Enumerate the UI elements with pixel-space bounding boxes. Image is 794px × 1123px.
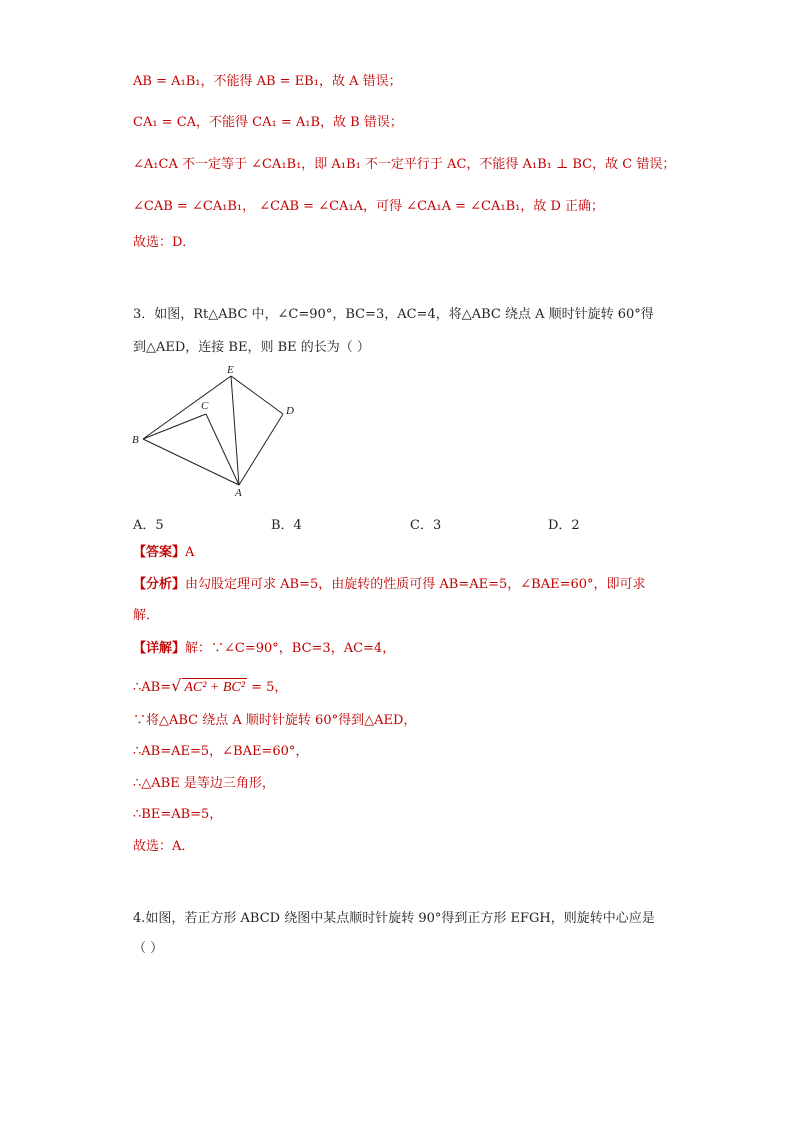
q3-figure <box>120 362 310 502</box>
segment-EA <box>231 376 239 485</box>
label-D: D <box>286 405 294 417</box>
q4-stem-line2: （ ） <box>133 941 164 956</box>
q3-detail-line5: ∴△ABE 是等边三角形， <box>133 776 275 791</box>
q3-stem-line2: 到△AED，连接 BE，则 BE 的长为（ ） <box>133 340 370 355</box>
segment-ED <box>231 376 283 414</box>
solution2-line3: ∠A₁CA 不一定等于 ∠CA₁B₁，即 A₁B₁ 不一定平行于 AC，不能得 A₁B₁ ⊥ BC，故 C 错误； <box>133 157 676 172</box>
answer-tag: 【答案】 <box>133 545 186 560</box>
q3-detail-line1 <box>133 640 395 658</box>
label-B: B <box>132 434 139 446</box>
segment-BE <box>143 376 231 439</box>
label-E: E <box>227 364 234 376</box>
q3-detail-line3: ∵将△ABC 绕点 A 顺时针旋转 60°得到△AED， <box>133 713 417 728</box>
sqrt-radicand: AC² + BC² <box>184 680 245 695</box>
detail2-prefix: ∴AB= <box>133 680 172 695</box>
solution2-line1: AB = A₁B₁，不能得 AB = EB₁，故 A 错误； <box>133 74 402 89</box>
solution2-line2: CA₁ = CA，不能得 CA₁ = A₁B，故 B 错误； <box>133 115 403 130</box>
segment-CA <box>206 414 239 485</box>
q3-option-c: C．3 <box>410 518 442 533</box>
q3-analysis-line1 <box>133 576 646 594</box>
q3-stem-line1: 3．如图，Rt△ABC 中，∠C=90°，BC=3，AC=4，将△ABC 绕点 A 顺时针旋转 60°得 <box>133 307 654 322</box>
analysis-text: 由勾股定理可求 AB=5，由旋转的性质可得 AB=AE=5，∠BAE=60°，即可求 <box>185 577 646 592</box>
q3-option-b: B．4 <box>271 518 302 533</box>
q3-answer <box>133 544 194 562</box>
q3-analysis-line2: 解． <box>133 608 160 623</box>
q3-detail-line6: ∴BE=AB=5， <box>133 807 223 822</box>
q4-stem-line1: 4.如图，若正方形 ABCD 绕图中某点顺时针旋转 90°得到正方形 EFGH，则旋转中心应是 <box>133 911 655 926</box>
q3-detail-line4: ∴AB=AE=5，∠BAE=60°， <box>133 744 309 759</box>
analysis-tag: 【分析】 <box>133 577 186 592</box>
answer-value: A <box>185 545 195 560</box>
segment-BA <box>143 439 239 485</box>
detail-tag: 【详解】 <box>133 641 186 656</box>
q3-option-a: A．5 <box>133 518 164 533</box>
q3-option-d: D．2 <box>548 518 580 533</box>
detail2-suffix: = 5， <box>246 680 288 695</box>
label-A: A <box>235 487 242 499</box>
sqrt-sign: √ <box>171 676 182 695</box>
q3-detail-line7: 故选：A． <box>133 839 195 854</box>
solution2-line4: ∠CAB = ∠CA₁B₁， ∠CAB = ∠CA₁A，可得 ∠CA₁A = ∠CA₁B₁，故 D 正确； <box>133 199 605 214</box>
segment-DA <box>239 414 283 485</box>
solution2-line5: 故选：D． <box>133 235 196 250</box>
segment-BC <box>143 414 206 439</box>
q3-detail-line2 <box>133 677 287 697</box>
label-C: C <box>201 400 209 412</box>
detail-text: 解：∵∠C=90°，BC=3，AC=4， <box>185 641 396 656</box>
